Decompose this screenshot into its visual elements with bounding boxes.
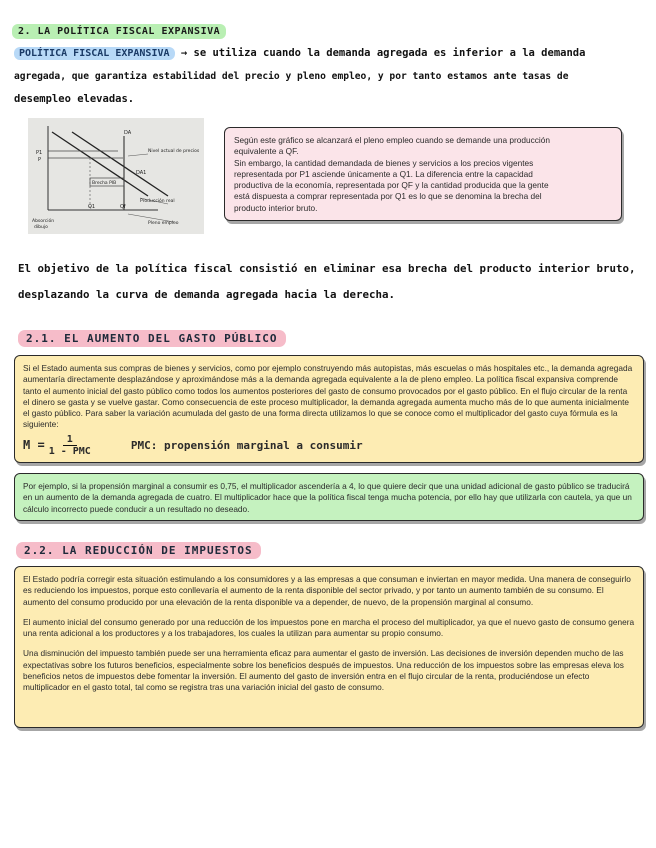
term-highlight: POLÍTICA FISCAL EXPANSIVA: [14, 47, 175, 60]
formula-denominator: 1 - PMC: [48, 446, 91, 458]
gasto-publico-box: [14, 355, 644, 463]
example-text: Por ejemplo, si la propensión marginal a consumir es 0,75, el multiplicador ascendería a 4, lo que quiere decir que una unidad adicional de gasto público se traducirá en un aumento de la demanda agregada de cuatro. El multiplicador hace que la política fiscal tenga mucha potencia, por ello hay que utilizarla con cautela, ya que un cálculo incorrecto puede conducir a un resultado no deseado.: [23, 481, 632, 514]
graph-label-nivel: Nivel actual de precios: [148, 149, 200, 154]
multiplier-formula: [23, 434, 635, 458]
reduccion-paragraph-2: El aumento inicial del consumo generado por una reducción de los impuestos pone en marcha el proceso del multiplicador, ya que el nuevo gasto de consumo genera una renta adicional a los productores y a los trabajadores, los cuales la utilizan para aumentar su propio consumo.: [23, 616, 635, 639]
graph-explanation-line: está dispuesta a comprar representada por Q1 es lo que se denomina la brecha del: [234, 191, 542, 202]
graph-label-q1: Q1: [88, 204, 96, 210]
formula-numerator: 1: [63, 434, 77, 446]
reduccion-paragraph-1: El Estado podría corregir esta situación estimulando a los consumidores y a las empresas a que consuman e inviertan en mayor medida. Una manera de conseguirlo es reduciendo los impuestos, porque esto conllevaría el aumento de la renta disponible del sector privado, y por tanto un aumento también de su consumo. El aumento del consumo producido por una elevación de la renta disponible va a depender, de nuevo, de la propensión marginal al consumo.: [23, 574, 631, 607]
formula-lhs: M =: [23, 437, 45, 452]
graph-label-p1: P1: [36, 150, 43, 156]
gasto-publico-text: Si el Estado aumenta sus compras de bienes y servicios, como por ejemplo construyendo más autopistas, más escuelas o más hospitales etc., la demanda agregada aumentaría directamente desplazándose y aproximándose más a la demanda agregada equivalente a la de pleno empleo. La política fiscal expansiva comprende tanto el aumento inicial del gasto público como todos los aumentos posteriores del gasto de consumo provocados por el gasto público. En el flujo circular de la renta el dinero se gasta y se vuelve gastar. Como consecuencia de este proceso multiplicador, la demanda agregada aumenta mucho más de lo que aumenta inicialmente el gasto público. Para saber la variación acumulada del gasto de una forma directa utilizamos lo que se conoce como el multiplicador del gasto cuya fórmula es la siguiente:: [23, 363, 633, 430]
section-heading-reduccion-impuestos: 2.2. LA REDUCCIÓN DE IMPUESTOS: [16, 542, 261, 559]
graph-label-p: P: [38, 157, 42, 163]
definition-paragraph: [14, 42, 644, 111]
section-heading-gasto-publico: 2.1. EL AUMENTO DEL GASTO PÚBLICO: [18, 330, 286, 347]
example-box: [14, 473, 644, 521]
definition-line-3: desempleo elevadas.: [14, 93, 135, 105]
graph-explanation-line: representada por P1 asciende únicamente a Q1. La diferencia entre la capacidad: [234, 168, 533, 179]
graph-explanation-line: Según este gráfico se alcanzará el pleno empleo cuando se demande una producción: [234, 135, 550, 145]
graph-label-brecha: Brecha PIB: [92, 181, 117, 186]
graph-label-produccion: Producción real: [140, 199, 175, 204]
graph-sketch: [28, 118, 204, 234]
section-heading-politica-fiscal: 2. LA POLÍTICA FISCAL EXPANSIVA: [12, 24, 226, 39]
graph-label-absorcion: Absorción: [32, 219, 55, 224]
graph-explanation-line: productiva de la economía, representada por QF y la cantidad producida que la gente: [234, 180, 549, 191]
graph-explanation-box: [224, 127, 622, 221]
graph-label-pleno: Pleno empleo: [148, 221, 179, 226]
formula-note: PMC: propensión marginal a consumir: [130, 438, 363, 452]
graph-label-qf: Qf: [120, 204, 126, 210]
objective-line-1: El objetivo de la política fiscal consistió en eliminar esa brecha del producto interior bruto,: [18, 262, 636, 275]
graph-label-da1: DA1: [136, 170, 147, 176]
reduccion-impuestos-box: [14, 566, 644, 728]
graph-explanation-line: Sin embargo, la cantidad demandada de bienes y servicios a los precios vigentes: [234, 157, 534, 168]
arrow-icon: →: [180, 47, 188, 59]
aggregate-demand-graph-photo: [28, 118, 204, 234]
graph-explanation-line: equivalente a QF.: [234, 146, 299, 157]
reduccion-paragraph-3: Una disminución del impuesto también puede ser una herramienta eficaz para aumentar el gasto de inversión. Las decisiones de inversión dependen mucho de las expectativas sobre los futuros beneficios, especialmente sobre los beneficios después de impuestos. Una reducción de los impuestos sobre las empresas eleva los beneficios netos de impuestos debe fomentar la inversión. El aumento del gasto de inversión entra en el flujo circular de la renta, produciéndose un efecto multiplicador en el gasto total, tal como se registra tras una variación inicial del gasto de consumo.: [23, 648, 624, 693]
graph-label-dibujo: dibujo: [34, 225, 48, 230]
objective-paragraph: [18, 256, 638, 308]
formula-fraction: [49, 434, 91, 458]
definition-line-2: agregada, que garantiza estabilidad del precio y pleno empleo, y por tanto estamos ante tasas de: [14, 71, 569, 82]
objective-line-2: desplazando la curva de demanda agregada hacia la derecha.: [18, 288, 396, 301]
graph-label-da: DA: [124, 130, 132, 136]
definition-line-1: se utiliza cuando la demanda agregada es inferior a la demanda: [193, 47, 586, 59]
graph-explanation-line: producto interior bruto.: [234, 202, 318, 213]
